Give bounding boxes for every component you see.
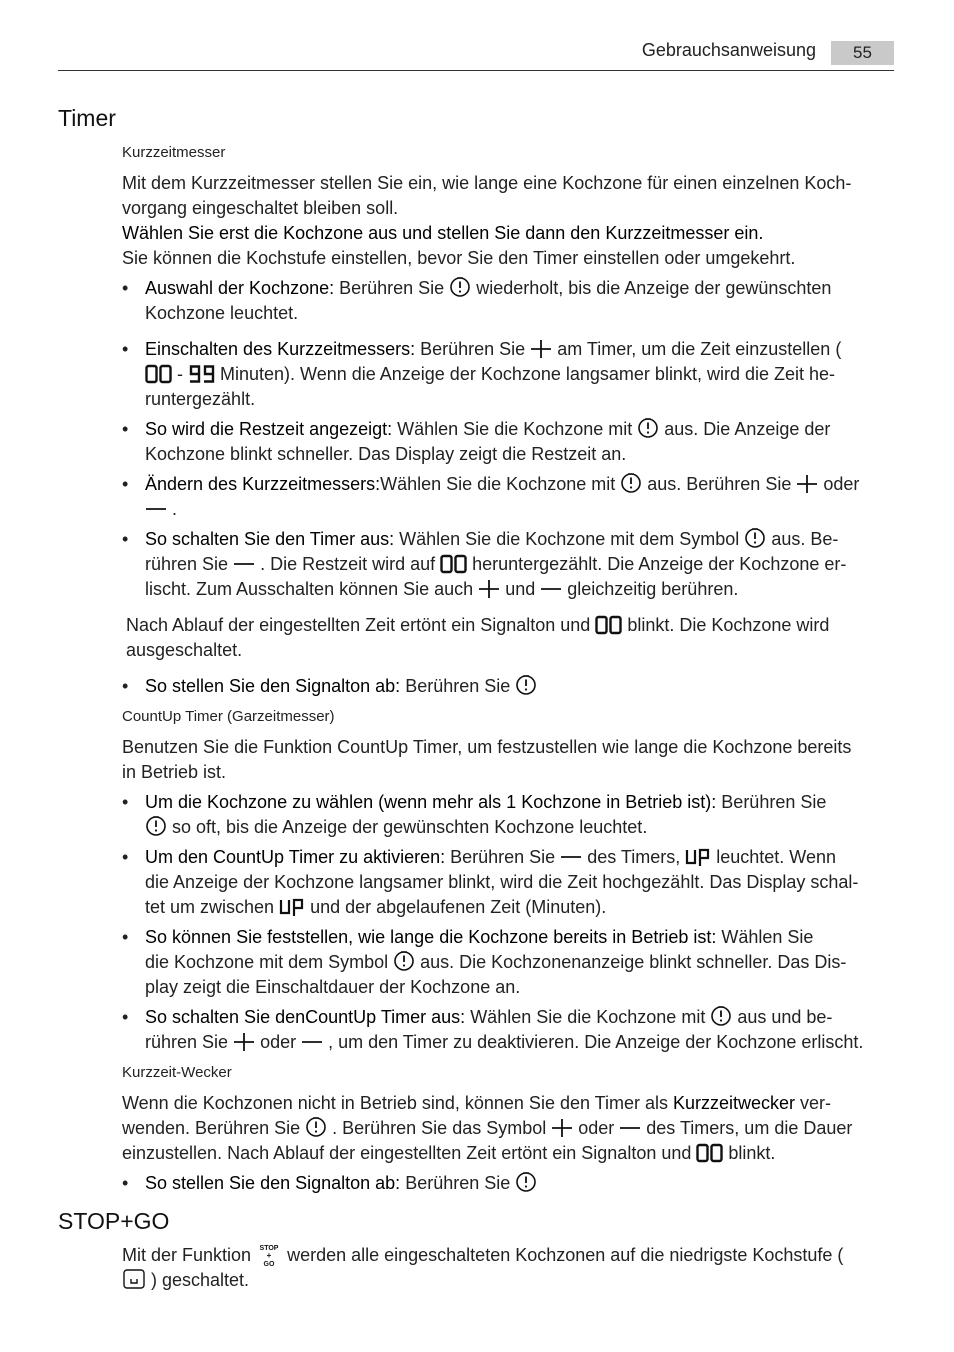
paragraph-text: . Berühren Sie das Symbol <box>327 1118 552 1138</box>
paragraph-emphasis: Kurzzeitwecker <box>673 1093 796 1113</box>
item-label: So wird die Restzeit angezeigt: <box>145 419 393 439</box>
item-text: rühren Sie <box>145 554 234 574</box>
item-text: , um den Timer zu deaktivieren. Die Anzeige der Kochzone erlischt. <box>323 1032 864 1052</box>
paragraph-text: ) geschaltet. <box>146 1270 250 1290</box>
item-text: aus. Berühren Sie <box>642 474 797 494</box>
display-00-icon <box>696 1143 723 1163</box>
item-text: die Anzeige der Kochzone langsamer blinkt, wird die Zeit hochgezählt. Das Display schal- <box>145 872 859 892</box>
item-text: tet um zwischen <box>145 897 280 917</box>
item-text: aus. Die Anzeige der <box>659 419 831 439</box>
timer-icon <box>744 527 766 549</box>
countup-intro <box>122 735 892 785</box>
item-text: Wählen Sie die Kochzone mit dem Symbol <box>394 529 745 549</box>
item-text: rühren Sie <box>145 1032 234 1052</box>
plus-icon <box>530 339 552 359</box>
page-number: 55 <box>831 41 894 65</box>
paragraph-text: einzustellen. Nach Ablauf der eingestellten Zeit ertönt ein Signalton und <box>122 1143 697 1163</box>
kurzzeitmesser-subheading: Kurzzeitmesser <box>122 144 226 161</box>
svg-text:GO: GO <box>263 1261 275 1267</box>
wecker-paragraph <box>122 1091 892 1166</box>
item-text: und der abgelaufenen Zeit (Minuten). <box>305 897 607 917</box>
page-header <box>58 38 894 71</box>
stop-go-icon <box>256 1243 282 1267</box>
item-label: So stellen Sie den Signalton ab: <box>145 676 401 696</box>
item-text: Berühren Sie <box>716 792 827 812</box>
display-00-icon <box>145 364 172 384</box>
timer-icon <box>515 1171 537 1193</box>
item-text: Berühren Sie <box>445 847 561 867</box>
item-text: aus. Be- <box>766 529 839 549</box>
bullet: • <box>122 847 129 867</box>
paragraph-text: Nach Ablauf der eingestellten Zeit ertönt ein Signalton und <box>126 615 596 635</box>
item-text: . <box>167 499 178 519</box>
item-label: Ändern des Kurzzeitmessers: <box>145 474 381 494</box>
item-text: Wählen Sie die Kochzone mit <box>380 474 621 494</box>
bullet: • <box>122 792 129 812</box>
bullet: • <box>122 474 129 494</box>
item-label: So stellen Sie den Signalton ab: <box>145 1173 401 1193</box>
item-text: oder <box>255 1032 302 1052</box>
item-label: So schalten Sie denCountUp Timer aus: <box>145 1007 466 1027</box>
minus-icon <box>233 554 255 574</box>
display-up-icon <box>685 847 711 867</box>
item-text: heruntergezählt. Die Anzeige der Kochzone er- <box>467 554 847 574</box>
paragraph-text: in Betrieb ist. <box>122 762 227 782</box>
item-text: wiederholt, bis die Anzeige der gewünschten <box>471 278 832 298</box>
bullet: • <box>122 419 129 439</box>
plus-icon <box>233 1032 255 1052</box>
item-text: Wählen Sie die Kochzone mit <box>392 419 638 439</box>
nach-ablauf-paragraph <box>126 613 896 663</box>
item-label: Einschalten des Kurzzeitmessers: <box>145 339 416 359</box>
item-label: So schalten Sie den Timer aus: <box>145 529 395 549</box>
low-heat-level-icon <box>122 1268 146 1290</box>
intro-line: vorgang eingeschaltet bleiben soll. <box>122 198 399 218</box>
bullet: • <box>122 529 129 549</box>
item-label: Um den CountUp Timer zu aktivieren: <box>145 847 446 867</box>
plus-icon <box>551 1118 573 1138</box>
item-text: . Die Restzeit wird auf <box>255 554 441 574</box>
kurzzeitmesser-intro <box>122 171 892 271</box>
item-text: Berühren Sie <box>415 339 531 359</box>
paragraph-text: ver- <box>795 1093 832 1113</box>
minus-icon <box>540 579 562 599</box>
bullet: • <box>122 1007 129 1027</box>
intro-line: Mit dem Kurzzeitmesser stellen Sie ein, wie lange eine Kochzone für einen einzelnen Koch- <box>122 173 852 193</box>
timer-icon <box>620 472 642 494</box>
intro-emphasis: Wählen Sie erst die Kochzone aus und stellen Sie dann den Kurzzeitmesser ein. <box>122 223 764 243</box>
item-text: und <box>500 579 541 599</box>
paragraph-text: Mit der Funktion <box>122 1245 257 1265</box>
stopgo-paragraph <box>122 1243 892 1293</box>
minus-icon <box>145 499 167 519</box>
timer-icon <box>637 417 659 439</box>
item-text: leuchtet. Wenn <box>711 847 836 867</box>
paragraph-text: oder <box>573 1118 620 1138</box>
bullet: • <box>122 927 129 947</box>
timer-icon <box>710 1005 732 1027</box>
item-text: Berühren Sie <box>400 676 516 696</box>
minus-icon <box>301 1032 323 1052</box>
countup-subheading: CountUp Timer (Garzeitmesser) <box>122 708 335 725</box>
item-text: die Kochzone mit dem Symbol <box>145 952 394 972</box>
paragraph-text: werden alle eingeschalteten Kochzonen auf die niedrigste Kochstufe ( <box>282 1245 844 1265</box>
item-label: Auswahl der Kochzone: <box>145 278 335 298</box>
bullet: • <box>122 278 129 298</box>
item-text: Kochzone blinkt schneller. Das Display zeigt die Restzeit an. <box>145 444 627 464</box>
header-title: Gebrauchsanweisung <box>641 40 816 60</box>
paragraph-text: blinkt. Die Kochzone wird <box>622 615 830 635</box>
item-text: Kochzone leuchtet. <box>145 303 299 323</box>
item-text: am Timer, um die Zeit einzustellen ( <box>552 339 842 359</box>
bullet: • <box>122 676 129 696</box>
timer-icon <box>393 950 415 972</box>
item-text: Minuten). Wenn die Anzeige der Kochzone langsamer blinkt, wird die Zeit he- <box>215 364 835 384</box>
item-text: lischt. Zum Ausschalten können Sie auch <box>145 579 479 599</box>
timer-icon <box>515 674 537 696</box>
item-label: So können Sie feststellen, wie lange die Kochzone bereits in Betrieb ist: <box>145 927 717 947</box>
item-text: aus. Die Kochzonenanzeige blinkt schneller. Das Dis- <box>415 952 847 972</box>
display-up-icon <box>279 897 305 917</box>
paragraph-text: Wenn die Kochzonen nicht in Betrieb sind, können Sie den Timer als <box>122 1093 673 1113</box>
item-text: runtergezählt. <box>145 389 256 409</box>
minus-icon <box>560 847 582 867</box>
plus-icon <box>796 474 818 494</box>
paragraph-text: des Timers, um die Dauer <box>641 1118 853 1138</box>
minus-icon <box>619 1118 641 1138</box>
display-00-icon <box>595 615 622 635</box>
paragraph-text: blinkt. <box>723 1143 776 1163</box>
item-text: oder <box>818 474 860 494</box>
item-text: Berühren Sie <box>400 1173 516 1193</box>
bullet: • <box>122 339 129 359</box>
item-text: des Timers, <box>582 847 686 867</box>
timer-icon <box>305 1116 327 1138</box>
paragraph-text: Benutzen Sie die Funktion CountUp Timer, um festzustellen wie lange die Kochzone bereits <box>122 737 852 757</box>
item-text: aus und be- <box>732 1007 833 1027</box>
timer-icon <box>145 815 167 837</box>
plus-icon <box>478 579 500 599</box>
item-text: play zeigt die Einschaltdauer der Kochzone an. <box>145 977 521 997</box>
item-text: Wählen Sie <box>716 927 814 947</box>
item-text: Wählen Sie die Kochzone mit <box>465 1007 711 1027</box>
display-00-icon <box>440 554 467 574</box>
svg-text:STOP: STOP <box>259 1245 279 1252</box>
timer-icon <box>449 276 471 298</box>
bullet: • <box>122 1173 129 1193</box>
paragraph-text: ausgeschaltet. <box>126 640 243 660</box>
item-text: - <box>172 364 188 384</box>
intro-line: Sie können die Kochstufe einstellen, bevor Sie den Timer einstellen oder umgekehrt. <box>122 248 796 268</box>
item-text: so oft, bis die Anzeige der gewünschten Kochzone leuchtet. <box>167 817 648 837</box>
display-99-icon <box>188 364 215 384</box>
stopgo-heading: STOP+GO <box>58 1208 170 1234</box>
item-label: Um die Kochzone zu wählen (wenn mehr als 1 Kochzone in Betrieb ist): <box>145 792 717 812</box>
paragraph-text: wenden. Berühren Sie <box>122 1118 306 1138</box>
wecker-subheading: Kurzzeit-Wecker <box>122 1064 232 1081</box>
timer-heading: Timer <box>58 105 116 131</box>
svg-text:+: + <box>266 1251 272 1260</box>
item-text: gleichzeitig berühren. <box>562 579 739 599</box>
item-text: Berühren Sie <box>334 278 450 298</box>
